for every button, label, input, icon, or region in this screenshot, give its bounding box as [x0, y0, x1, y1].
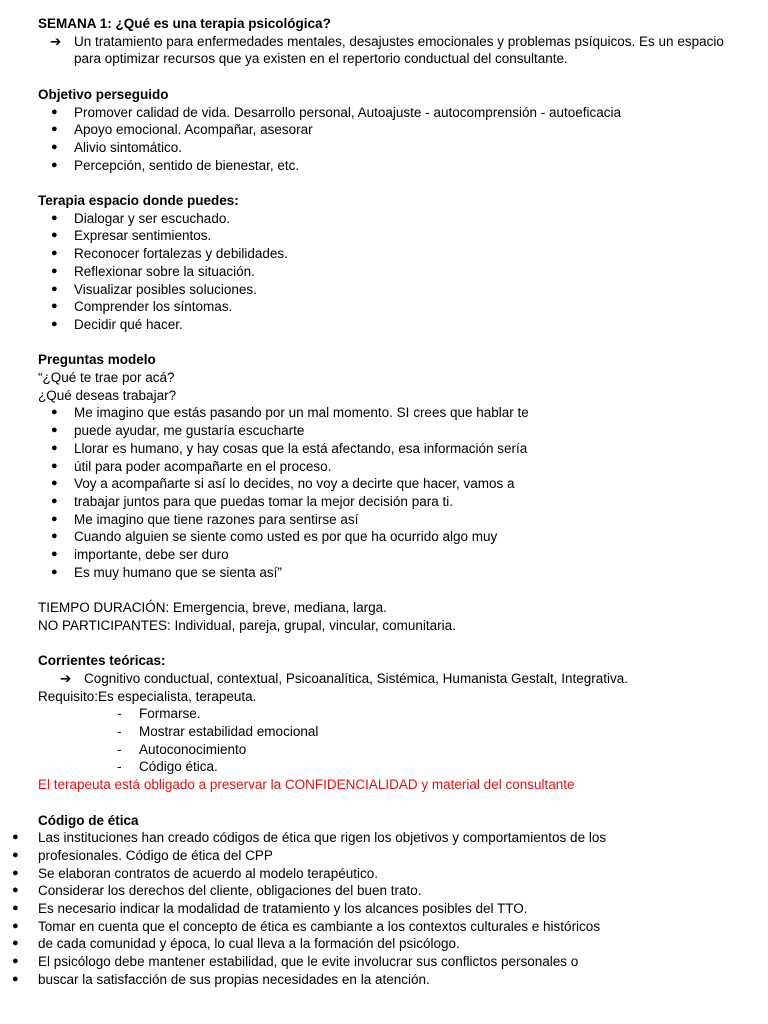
bullet-icon: ●	[51, 105, 58, 118]
list-item-text: Considerar los derechos del cliente, obligaciones del buen trato.	[38, 883, 422, 899]
list-item	[12, 865, 768, 883]
list-item	[38, 157, 768, 175]
question-line: ¿Qué deseas trabajar?	[38, 387, 177, 403]
dash-icon: -	[117, 759, 122, 775]
list-item-text: Comprender los síntomas.	[74, 299, 233, 315]
list-item-text: Es necesario indicar la modalidad de tratamiento y los alcances posibles del TTO.	[38, 901, 528, 917]
dash-icon: -	[117, 724, 122, 740]
list-item-text: El psicólogo debe mantener estabilidad, que le evite involucrar sus conflictos personales o	[38, 954, 579, 970]
list-item-text: Mostrar estabilidad emocional	[139, 724, 319, 740]
list-item	[38, 528, 768, 546]
list-item	[38, 210, 768, 228]
arrow-icon: ➔	[50, 33, 62, 49]
bullet-icon: ●	[12, 884, 19, 897]
dash-icon: -	[117, 706, 122, 722]
list-item	[12, 971, 768, 989]
list-item	[38, 493, 768, 511]
bullet-icon: ●	[51, 158, 58, 171]
list-item-text: Reflexionar sobre la situación.	[74, 263, 255, 279]
bullet-icon: ●	[12, 866, 19, 879]
list-item	[38, 458, 768, 476]
list-item-text: Cognitivo conductual, contextual, Psicoanalítica, Sistémica, Humanista Gestalt, Integrativa.	[84, 670, 629, 686]
requisito-line: Requisito:Es especialista, terapeuta.	[38, 688, 257, 704]
list-item-text: útil para poder acompañarte en el proceso.	[74, 458, 332, 474]
section-title-preguntas: Preguntas modelo	[38, 352, 156, 368]
list-item-text: Me imagino que estás pasando por un mal momento. SI crees que hablar te	[74, 405, 529, 421]
list-item	[12, 900, 768, 918]
dash-item	[38, 741, 768, 759]
bullet-icon: ●	[51, 229, 58, 242]
bullet-icon: ●	[12, 902, 19, 915]
section-title-corrientes: Corrientes teóricas:	[38, 653, 166, 669]
list-item	[38, 546, 768, 564]
dash-item	[38, 723, 768, 741]
list-item-text: importante, debe ser duro	[74, 547, 229, 563]
list-item	[12, 829, 768, 847]
bullet-icon: ●	[51, 211, 58, 224]
tiempo-line: TIEMPO DURACIÓN: Emergencia, breve, mediana, larga.	[38, 600, 387, 616]
bullet-icon: ●	[51, 441, 58, 454]
section-title-codigo: Código de ética	[38, 812, 139, 828]
list-item-text: Código ética.	[139, 759, 218, 775]
list-item	[38, 263, 768, 281]
bullet-icon: ●	[12, 955, 19, 968]
list-item	[12, 935, 768, 953]
bullet-icon: ●	[12, 937, 19, 950]
list-item	[12, 847, 768, 865]
bullet-icon: ●	[51, 317, 58, 330]
list-item-text: Visualizar posibles soluciones.	[74, 281, 257, 297]
list-item-text: Tomar en cuenta que el concepto de ética es cambiante a los contextos culturales e históricos	[38, 918, 601, 934]
list-item	[38, 564, 768, 582]
bullet-icon: ●	[51, 530, 58, 543]
list-item	[38, 422, 768, 440]
list-item-text: Es muy humano que se sienta así”	[74, 564, 282, 580]
list-item-text: buscar la satisfacción de sus propias necesidades en la atención.	[38, 971, 430, 987]
list-item-text: Apoyo emocional. Acompañar, asesorar	[74, 122, 313, 138]
list-item-text: Formarse.	[139, 706, 201, 722]
bullet-icon: ●	[51, 459, 58, 472]
list-item	[38, 121, 768, 139]
list-item	[12, 882, 768, 900]
bullet-icon: ●	[51, 424, 58, 437]
list-item	[12, 918, 768, 936]
bullet-icon: ●	[51, 565, 58, 578]
bullet-icon: ●	[51, 494, 58, 507]
bullet-icon: ●	[51, 300, 58, 313]
bullet-icon: ●	[51, 123, 58, 136]
list-item	[38, 139, 768, 157]
list-item	[38, 475, 768, 493]
dash-item	[38, 705, 768, 723]
dash-item	[38, 758, 768, 776]
question-line: “¿Qué te trae por acá?	[38, 370, 175, 386]
list-item-text: Promover calidad de vida. Desarrollo personal, Autoajuste - autocomprensión - autoeficacia	[74, 104, 622, 120]
page-heading: SEMANA 1: ¿Qué es una terapia psicológica?	[38, 16, 331, 31]
list-item-text: Dialogar y ser escuchado.	[74, 210, 231, 226]
list-item-text: profesionales. Código de ética del CPP	[38, 847, 273, 863]
list-item	[38, 440, 768, 458]
bullet-icon: ●	[51, 140, 58, 153]
list-item-text: Alivio sintomático.	[74, 139, 183, 155]
list-item	[12, 953, 768, 971]
list-item-text: Se elaboran contratos de acuerdo al modelo terapéutico.	[38, 865, 378, 881]
bullet-icon: ●	[51, 282, 58, 295]
section-title-objetivo: Objetivo perseguido	[38, 86, 169, 102]
list-item-text: Expresar sentimientos.	[74, 228, 212, 244]
intro-arrow-item	[38, 33, 754, 68]
bullet-icon: ●	[12, 972, 19, 985]
list-item	[38, 404, 768, 422]
participantes-line: NO PARTICIPANTES: Individual, pareja, grupal, vincular, comunitaria.	[38, 617, 456, 633]
list-item	[38, 245, 768, 263]
bullet-icon: ●	[51, 477, 58, 490]
bullet-icon: ●	[51, 264, 58, 277]
bullet-icon: ●	[51, 406, 58, 419]
list-item-text: de cada comunidad y época, lo cual lleva a la formación del psicólogo.	[38, 936, 460, 952]
corrientes-arrow-item	[38, 670, 768, 688]
arrow-icon: ➔	[60, 670, 72, 686]
list-item-text: Las instituciones han creado códigos de ética que rigen los objetivos y comportamientos de los	[38, 830, 607, 846]
list-item-text: Voy a acompañarte si así lo decides, no voy a decirte que hacer, vamos a	[74, 476, 515, 492]
list-item	[38, 227, 768, 245]
list-item	[38, 104, 768, 122]
list-item-text: Cuando alguien se siente como usted es por que ha ocurrido algo muy	[74, 529, 498, 545]
bullet-icon: ●	[51, 548, 58, 561]
bullet-icon: ●	[51, 247, 58, 260]
list-item	[38, 281, 768, 299]
bullet-icon: ●	[12, 919, 19, 932]
list-item-text: Percepción, sentido de bienestar, etc.	[74, 157, 300, 173]
dash-icon: -	[117, 741, 122, 757]
bullet-icon: ●	[12, 848, 19, 861]
bullet-icon: ●	[51, 512, 58, 525]
list-item-text: Autoconocimiento	[139, 741, 247, 757]
list-item-text: trabajar juntos para que puedas tomar la mejor decisión para ti.	[74, 493, 453, 509]
list-item-text: Llorar es humano, y hay cosas que la está afectando, esa información sería	[74, 440, 528, 456]
list-item	[38, 511, 768, 529]
confidentiality-warning: El terapeuta está obligado a preservar la CONFIDENCIALIDAD y material del consultante	[38, 777, 575, 793]
list-item-text: Decidir qué hacer.	[74, 316, 183, 332]
list-item-text: puede ayudar, me gustaría escucharte	[74, 423, 305, 439]
list-item-text: Me imagino que tiene razones para sentirse así	[74, 511, 359, 527]
list-item-text: Reconocer fortalezas y debilidades.	[74, 246, 288, 262]
list-item	[38, 316, 768, 334]
bullet-icon: ●	[12, 831, 19, 844]
list-item	[38, 298, 768, 316]
intro-text: Un tratamiento para enfermedades mentales, desajustes emocionales y problemas psíquicos. Es un espacio para optimizar recursos que ya existen en el repertorio conductual del consultante.	[74, 33, 724, 67]
section-title-terapia: Terapia espacio donde puedes:	[38, 193, 239, 208]
